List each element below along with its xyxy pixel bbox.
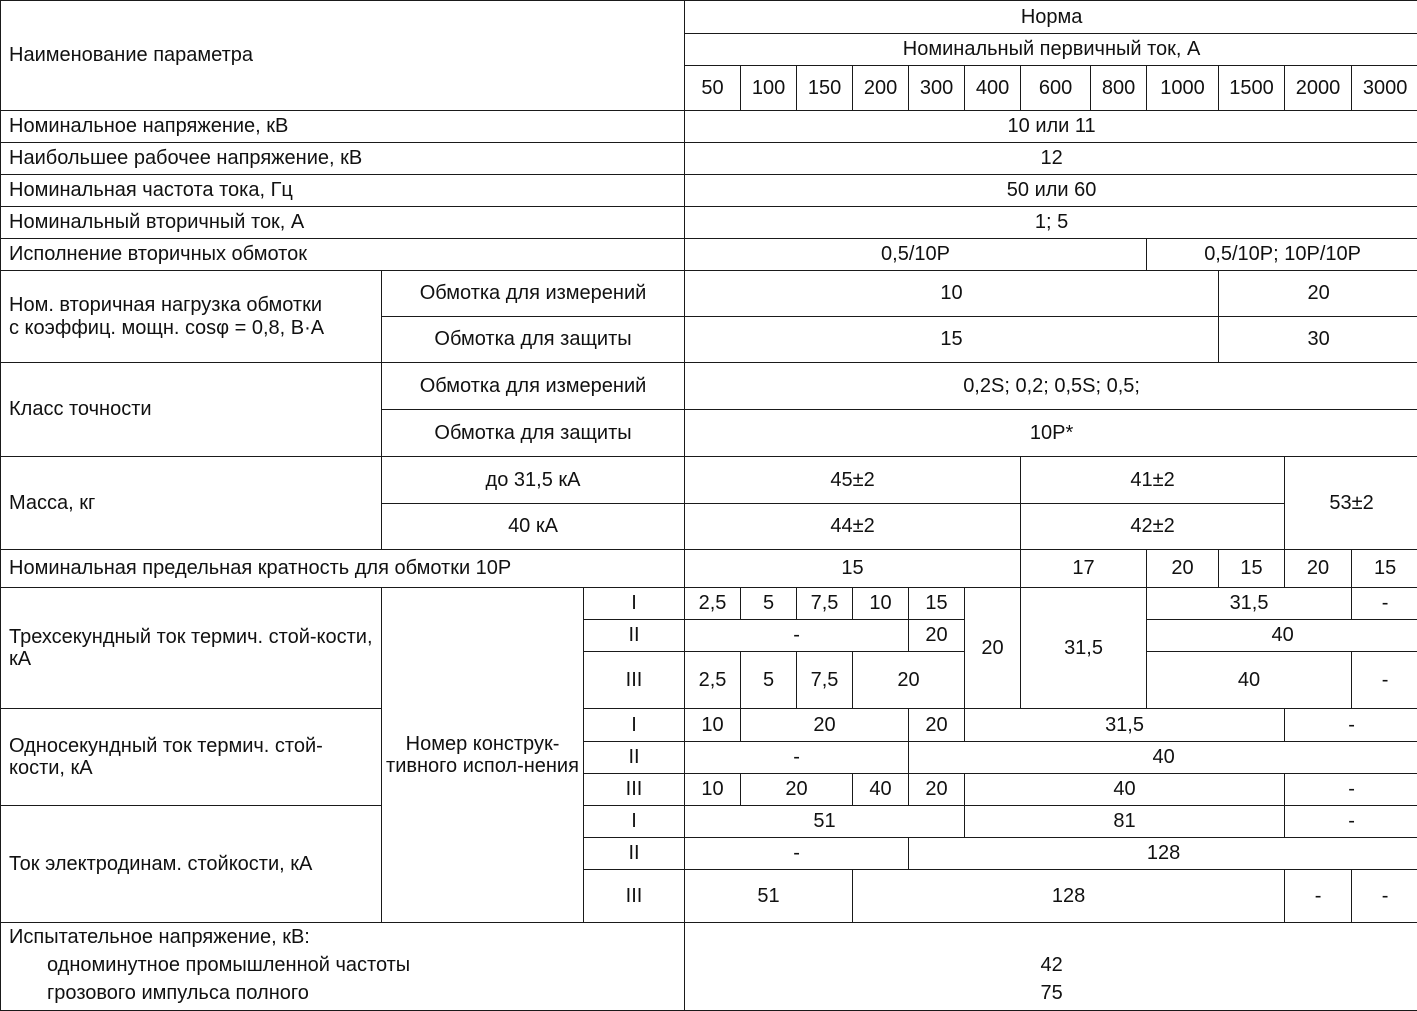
- thermal3-row3-v5: 40: [1147, 652, 1352, 709]
- test-voltage-values: [685, 923, 1417, 1011]
- current-3000: 3000: [1352, 66, 1417, 111]
- secondary-load-measure-value-2: 20: [1219, 271, 1417, 317]
- dynamic-row2-v1: -: [685, 838, 909, 870]
- thermal1-row3-no: III: [584, 774, 685, 806]
- thermal1-row1-no: I: [584, 709, 685, 742]
- max-voltage-label: Наибольшее рабочее напряжение, кВ: [1, 143, 685, 175]
- limit-factor-value-6: 15: [1352, 550, 1417, 588]
- dynamic-row2-no: II: [584, 838, 685, 870]
- thermal1-row2-v1: -: [685, 742, 909, 774]
- design-number-label: Номер конструк-тивного испол-нения: [382, 588, 584, 923]
- limit-factor-value-5: 20: [1285, 550, 1352, 588]
- winding-design-label: Исполнение вторичных обмоток: [1, 239, 685, 271]
- test-voltage-value-1: 42: [1040, 954, 1063, 976]
- accuracy-protect-label: Обмотка для защиты: [382, 410, 685, 457]
- dynamic-row1-v3: -: [1285, 806, 1417, 838]
- dynamic-row3-v2: 128: [853, 870, 1285, 923]
- frequency-value: 50 или 60: [685, 175, 1417, 207]
- secondary-load-label-line2: с коэффиц. мощн. cosφ = 0,8, В·А: [9, 316, 325, 339]
- thermal3-label: Трехсекундный ток термич. стой-кости, кА: [1, 588, 382, 709]
- thermal3-shared-400: 20: [965, 588, 1021, 709]
- secondary-load-protect-value-1: 15: [685, 317, 1219, 363]
- thermal1-row1-v2: 20: [741, 709, 909, 742]
- limit-factor-value-4: 15: [1219, 550, 1285, 588]
- thermal1-row1-v5: -: [1285, 709, 1417, 742]
- thermal3-row3-v3: 7,5: [797, 652, 853, 709]
- max-voltage-value: 12: [685, 143, 1417, 175]
- accuracy-measure-value: 0,2S; 0,2; 0,5S; 0,5;: [685, 363, 1417, 410]
- thermal3-row1-v3: 7,5: [797, 588, 853, 620]
- thermal3-row1-v1: 2,5: [685, 588, 741, 620]
- thermal3-row1-v7: -: [1352, 588, 1417, 620]
- test-voltage-title: Испытательное напряжение, кВ:: [9, 926, 310, 948]
- current-2000: 2000: [1285, 66, 1352, 111]
- rated-voltage-value: 10 или 11: [685, 111, 1417, 143]
- limit-factor-label: Номинальная предельная кратность для обмотки 10P: [1, 550, 685, 588]
- thermal1-row3-v2: 20: [741, 774, 853, 806]
- thermal3-row1-v6: 31,5: [1147, 588, 1352, 620]
- dynamic-label: Ток электродинам. стойкости, кА: [1, 806, 382, 923]
- secondary-current-label: Номинальный вторичный ток, А: [1, 207, 685, 239]
- secondary-load-measure-value-1: 10: [685, 271, 1219, 317]
- limit-factor-value-3: 20: [1147, 550, 1219, 588]
- norm-header: Норма: [685, 1, 1417, 34]
- current-300: 300: [909, 66, 965, 111]
- winding-design-value-2: 0,5/10P; 10P/10P: [1147, 239, 1417, 271]
- current-800: 800: [1091, 66, 1147, 111]
- secondary-load-measure-label: Обмотка для измерений: [382, 271, 685, 317]
- thermal3-row1-v5: 15: [909, 588, 965, 620]
- thermal1-label: Односекундный ток термич. стой-кости, кА: [1, 709, 382, 806]
- current-50: 50: [685, 66, 741, 111]
- thermal1-row1-v4: 31,5: [965, 709, 1285, 742]
- current-400: 400: [965, 66, 1021, 111]
- thermal1-row1-v3: 20: [909, 709, 965, 742]
- thermal3-row2-v2: 20: [909, 620, 965, 652]
- thermal1-row3-v5: 40: [965, 774, 1285, 806]
- dynamic-row3-no: III: [584, 870, 685, 923]
- mass-row2-value-1: 44±2: [685, 504, 1021, 550]
- mass-row2-value-2: 42±2: [1021, 504, 1285, 550]
- thermal1-row3-v3: 40: [853, 774, 909, 806]
- dynamic-row3-v3: -: [1285, 870, 1352, 923]
- dynamic-row1-v2: 81: [965, 806, 1285, 838]
- secondary-load-label-line1: Ном. вторичная нагрузка обмотки: [9, 294, 322, 317]
- thermal3-row1-no: I: [584, 588, 685, 620]
- dynamic-row1-no: I: [584, 806, 685, 838]
- thermal1-row3-v1: 10: [685, 774, 741, 806]
- mass-row1-value-1: 45±2: [685, 457, 1021, 504]
- thermal3-row2-no: II: [584, 620, 685, 652]
- thermal3-row3-v1: 2,5: [685, 652, 741, 709]
- frequency-label: Номинальная частота тока, Гц: [1, 175, 685, 207]
- dynamic-row3-v1: 51: [685, 870, 853, 923]
- test-voltage-value-2: 75: [1040, 982, 1063, 1004]
- current-150: 150: [797, 66, 853, 111]
- current-1500: 1500: [1219, 66, 1285, 111]
- mass-label: Масса, кг: [1, 457, 382, 550]
- limit-factor-value-1: 15: [685, 550, 1021, 588]
- current-100: 100: [741, 66, 797, 111]
- limit-factor-value-2: 17: [1021, 550, 1147, 588]
- current-600: 600: [1021, 66, 1091, 111]
- thermal1-row3-v6: -: [1285, 774, 1417, 806]
- thermal3-row3-v2: 5: [741, 652, 797, 709]
- primary-current-header: Номинальный первичный ток, А: [685, 34, 1417, 66]
- secondary-load-protect-label: Обмотка для защиты: [382, 317, 685, 363]
- mass-row1-value-2: 41±2: [1021, 457, 1285, 504]
- secondary-load-label: [1, 271, 382, 363]
- thermal1-row1-v1: 10: [685, 709, 741, 742]
- dynamic-row1-v1: 51: [685, 806, 965, 838]
- dynamic-row3-v4: -: [1352, 870, 1417, 923]
- test-voltage-label: [1, 923, 685, 1011]
- rated-voltage-label: Номинальное напряжение, кВ: [1, 111, 685, 143]
- accuracy-protect-value: 10P*: [685, 410, 1417, 457]
- thermal1-row2-no: II: [584, 742, 685, 774]
- mass-value-3: 53±2: [1285, 457, 1417, 550]
- current-1000: 1000: [1147, 66, 1219, 111]
- accuracy-label: Класс точности: [1, 363, 382, 457]
- thermal1-row2-v2: 40: [909, 742, 1417, 774]
- thermal3-row3-v6: -: [1352, 652, 1417, 709]
- thermal1-row3-v4: 20: [909, 774, 965, 806]
- thermal3-row1-v2: 5: [741, 588, 797, 620]
- thermal3-row2-v1: -: [685, 620, 909, 652]
- test-voltage-sub2: грозового импульса полного: [47, 982, 309, 1004]
- thermal3-row1-v4: 10: [853, 588, 909, 620]
- winding-design-value-1: 0,5/10P: [685, 239, 1147, 271]
- secondary-current-value: 1; 5: [685, 207, 1417, 239]
- secondary-load-protect-value-2: 30: [1219, 317, 1417, 363]
- test-voltage-sub1: одноминутное промышленной частоты: [47, 954, 411, 976]
- current-200: 200: [853, 66, 909, 111]
- dynamic-row2-v2: 128: [909, 838, 1417, 870]
- param-name-header: Наименование параметра: [1, 1, 685, 111]
- thermal3-row3-no: III: [584, 652, 685, 709]
- mass-row2-label: 40 кА: [382, 504, 685, 550]
- thermal3-row3-v4: 20: [853, 652, 965, 709]
- thermal3-row2-v3: 40: [1147, 620, 1417, 652]
- thermal3-shared-600-800: 31,5: [1021, 588, 1147, 709]
- accuracy-measure-label: Обмотка для измерений: [382, 363, 685, 410]
- mass-row1-label: до 31,5 кА: [382, 457, 685, 504]
